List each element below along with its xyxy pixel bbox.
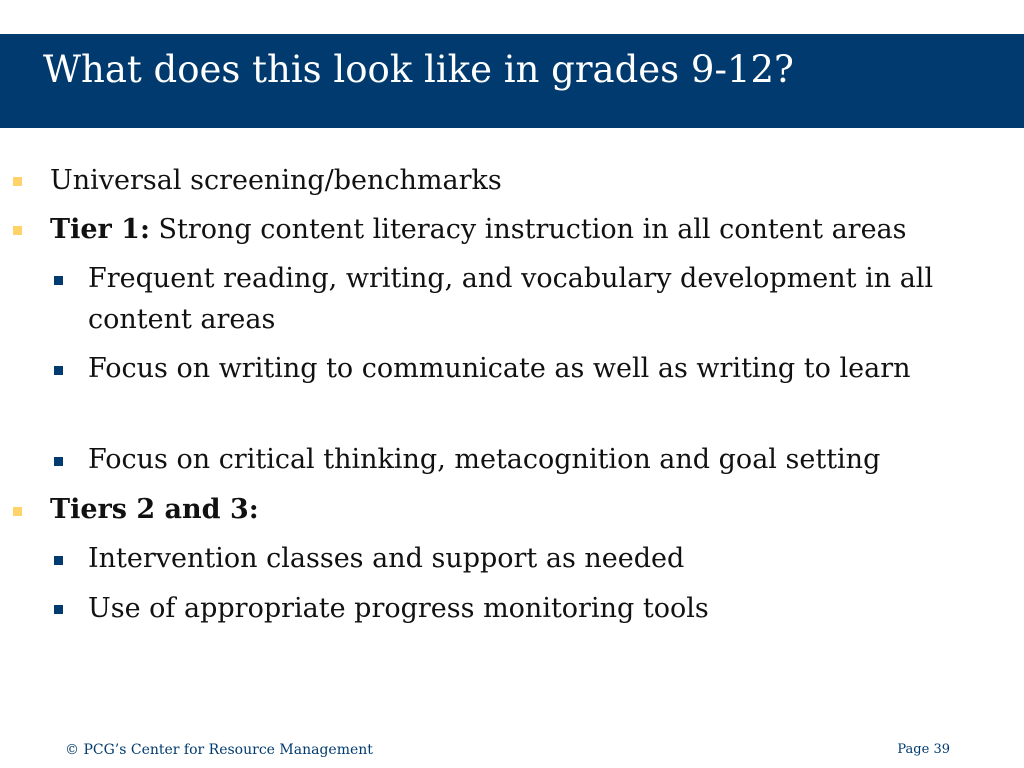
bullet-marker-level-2 <box>54 605 63 614</box>
bullet-marker-level-2 <box>54 457 63 466</box>
bullet-marker-level-1 <box>13 226 22 235</box>
bullet-universal-screening <box>50 160 990 201</box>
slide-title: What does this look like in grades 9-12? <box>43 48 794 91</box>
bullet-bold-text: Tiers 2 and 3: <box>50 494 259 525</box>
bullet-text: Focus on writing to communicate as well as writing to learn <box>88 353 911 384</box>
bullet-focus-critical-thinking <box>88 439 988 480</box>
bullet-text: Focus on critical thinking, metacognition and goal setting <box>88 444 881 475</box>
bullet-intervention-classes <box>88 538 988 579</box>
bullet-tier-1 <box>50 209 990 250</box>
bullet-text: Frequent reading, writing, and vocabulary development in all content areas <box>88 263 934 335</box>
bullet-bold-text: Tier 1: <box>50 214 150 245</box>
bullet-progress-monitoring <box>88 588 988 629</box>
bullet-marker-level-1 <box>13 177 22 186</box>
bullet-frequent-reading <box>88 258 988 340</box>
bullet-text: Use of appropriate progress monitoring tools <box>88 593 709 624</box>
bullet-focus-writing <box>88 348 988 389</box>
bullet-tiers-2-and-3 <box>50 489 990 530</box>
bullet-marker-level-2 <box>54 366 63 375</box>
bullet-text: Strong content literacy instruction in all content areas <box>149 214 907 245</box>
bullet-text: Intervention classes and support as needed <box>88 543 685 574</box>
bullet-marker-level-2 <box>54 556 63 565</box>
footer-page-number: Page 39 <box>897 742 950 757</box>
bullet-marker-level-2 <box>54 276 63 285</box>
footer-copyright: © PCG’s Center for Resource Management <box>65 742 373 758</box>
bullet-text: Universal screening/benchmarks <box>50 165 502 196</box>
bullet-marker-level-1 <box>13 507 22 516</box>
